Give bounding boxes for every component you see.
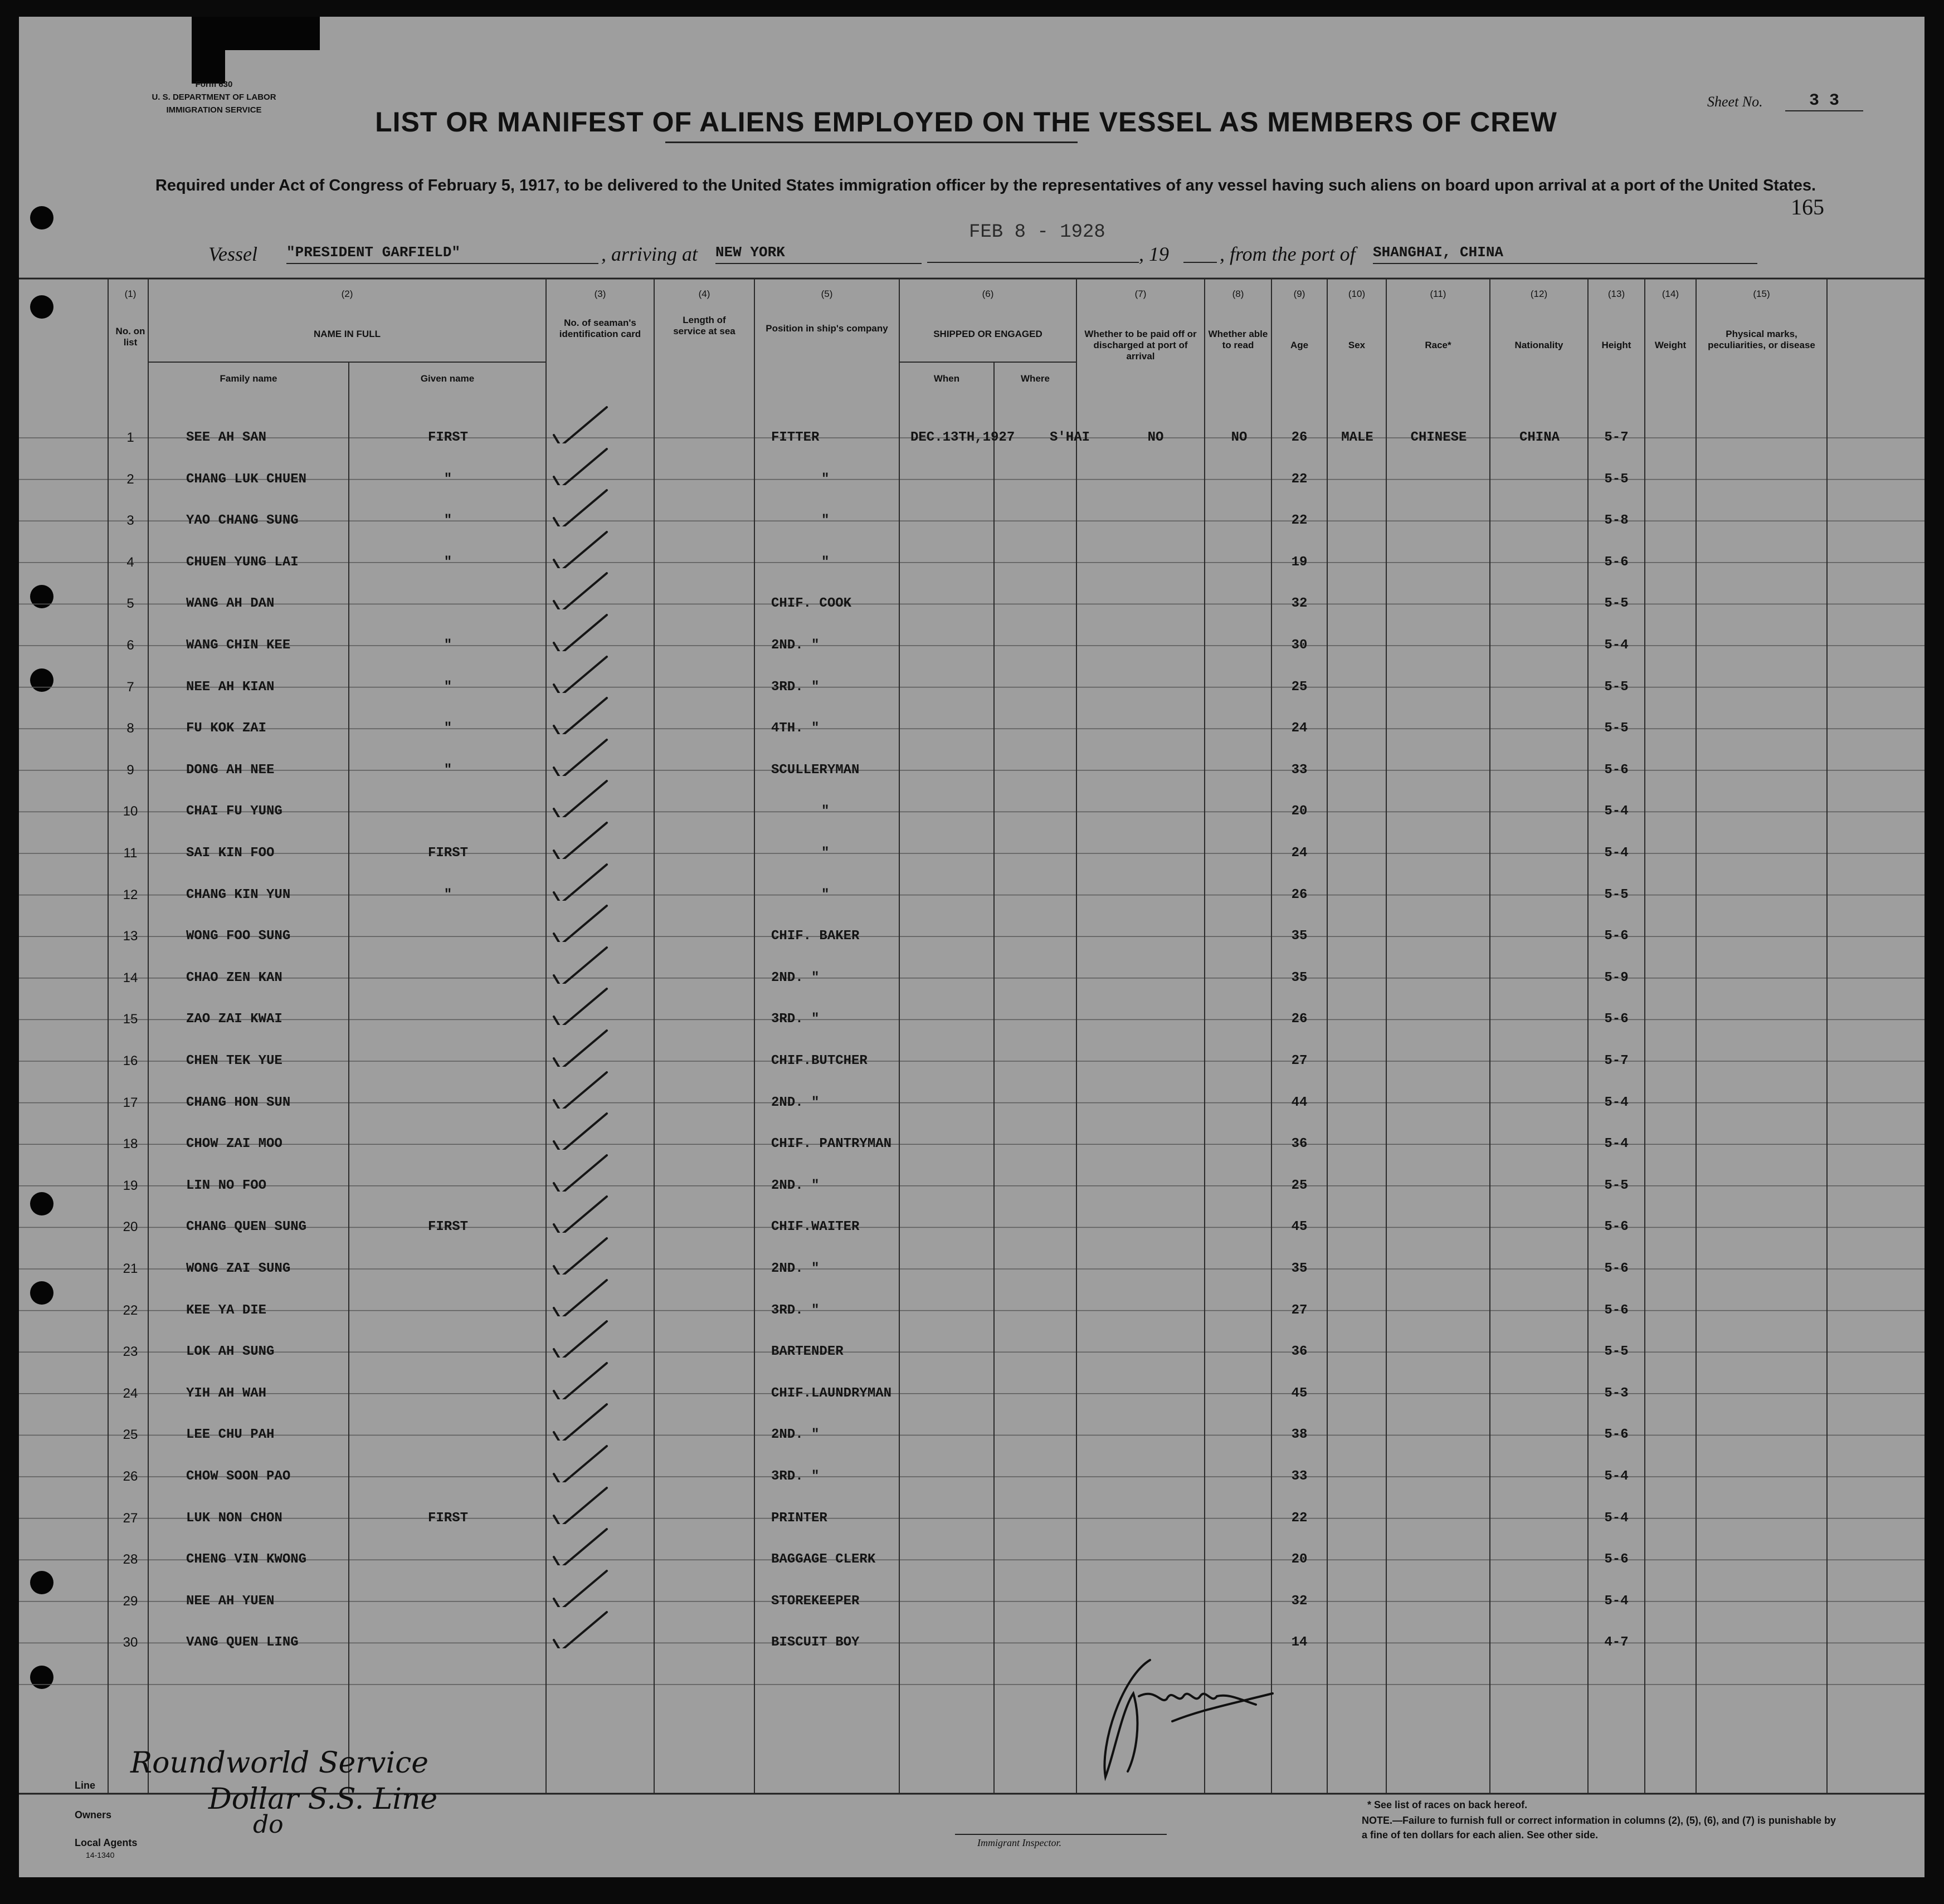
position: 4TH. " [771, 721, 820, 736]
check-mark-icon [548, 1443, 615, 1482]
family-name: WONG ZAI SUNG [186, 1261, 291, 1276]
height: 5-4 [1604, 1095, 1629, 1110]
height: 5-5 [1604, 1344, 1629, 1360]
family-name: CHANG LUK CHUEN [186, 471, 307, 487]
col-number: (15) [1753, 289, 1770, 299]
given-name [376, 1134, 520, 1154]
row-number: 13 [123, 929, 138, 944]
row-number: 5 [126, 596, 134, 612]
family-name: DONG AH NEE [186, 762, 275, 778]
col-header-no: No. on list [115, 326, 145, 348]
given-name [376, 1301, 520, 1321]
height: 4-7 [1604, 1635, 1629, 1651]
height: 5-4 [1604, 804, 1629, 819]
age: 24 [1291, 721, 1308, 736]
row-number: 21 [123, 1261, 138, 1276]
height: 5-5 [1604, 471, 1629, 487]
row-number: 11 [123, 846, 138, 861]
family-name: LEE CHU PAH [186, 1427, 275, 1443]
col-number: (2) [341, 289, 353, 299]
age: 27 [1291, 1053, 1308, 1068]
check-mark-icon [548, 778, 615, 817]
check-mark-icon [548, 1568, 615, 1607]
given-name [376, 594, 520, 614]
row-number: 24 [123, 1385, 138, 1401]
row-number: 12 [123, 887, 138, 902]
height: 5-5 [1604, 887, 1629, 902]
col-header-nationality: Nationality [1514, 340, 1563, 350]
age: 14 [1291, 1635, 1308, 1651]
age: 33 [1291, 1469, 1308, 1484]
position: " [821, 804, 830, 819]
check-mark-icon [548, 820, 615, 859]
family-name: CHUEN YUNG LAI [186, 554, 299, 570]
row1-able-to-read: NO [1231, 430, 1248, 445]
given-name [376, 1425, 520, 1445]
col-number: (9) [1293, 289, 1305, 299]
given-name [376, 968, 520, 988]
height: 5-5 [1604, 1178, 1629, 1193]
col-number: (7) [1134, 289, 1147, 299]
given-name: " [444, 679, 452, 695]
year-label: , 19 [1139, 243, 1169, 265]
col-header-paid-off: Whether to be paid off or discharged at port of arrival [1084, 329, 1197, 362]
family-name: CHAI FU YUNG [186, 804, 282, 819]
given-name [376, 1384, 520, 1404]
given-name [376, 1093, 520, 1113]
col-header-given-name: Given name [420, 373, 475, 384]
col-header-height: Height [1601, 340, 1631, 350]
height: 5-5 [1604, 679, 1629, 695]
height: 5-3 [1604, 1385, 1629, 1401]
family-name: FU KOK ZAI [186, 721, 267, 736]
agents-label: Local Agents [75, 1837, 138, 1848]
family-name: NEE AH YUEN [186, 1593, 275, 1609]
position: " [821, 887, 830, 902]
height: 5-6 [1604, 1261, 1629, 1276]
vessel-value: "PRESIDENT GARFIELD" [286, 244, 598, 264]
row1-shipped-when: DEC.13TH,1927 [910, 430, 1015, 445]
height: 5-6 [1604, 762, 1629, 778]
height: 5-7 [1604, 1053, 1629, 1068]
row-number: 28 [123, 1552, 138, 1568]
check-mark-icon [548, 1028, 615, 1067]
position: STOREKEEPER [771, 1593, 860, 1609]
check-mark-icon [548, 1070, 615, 1109]
given-name [376, 1342, 520, 1362]
check-mark-icon [548, 404, 615, 443]
position: 2ND. " [771, 1427, 820, 1443]
family-name: WANG AH DAN [186, 596, 275, 612]
height: 5-4 [1604, 1510, 1629, 1526]
age: 44 [1291, 1095, 1308, 1110]
col-header-when: When [933, 373, 960, 384]
row1-shipped-where: S'HAI [1050, 430, 1090, 445]
check-mark-icon [548, 1485, 615, 1524]
check-mark-icon [548, 1319, 615, 1358]
given-name: " [444, 554, 452, 570]
family-name: CHEN TEK YUE [186, 1053, 282, 1068]
row-number: 1 [126, 430, 134, 445]
position: 2ND. " [771, 1178, 820, 1193]
row-number: 30 [123, 1635, 138, 1651]
given-name: FIRST [427, 430, 468, 445]
given-name [376, 1009, 520, 1029]
position: CHIF. COOK [771, 596, 852, 612]
position: FITTER [771, 430, 820, 445]
height: 5-7 [1604, 430, 1629, 445]
age: 25 [1291, 679, 1308, 695]
col-header-physical-marks: Physical marks, peculiarities, or disease [1708, 329, 1815, 350]
age: 36 [1291, 1344, 1308, 1360]
row-number: 18 [123, 1136, 138, 1152]
col-number: (3) [594, 289, 606, 299]
row-number: 22 [123, 1302, 138, 1318]
row-number: 17 [123, 1095, 138, 1110]
col-header-name: NAME IN FULL [314, 329, 381, 339]
given-name [376, 1176, 520, 1196]
vessel-label: Vessel [208, 243, 257, 265]
row-number: 26 [123, 1469, 138, 1484]
family-name: WONG FOO SUNG [186, 929, 291, 944]
given-name [376, 1259, 520, 1279]
position: 3RD. " [771, 1012, 820, 1027]
page-number: 165 [1791, 194, 1824, 219]
check-mark-icon [548, 1402, 615, 1441]
family-name: CHAO ZEN KAN [186, 970, 282, 985]
age: 32 [1291, 596, 1308, 612]
age: 25 [1291, 1178, 1308, 1193]
height: 5-4 [1604, 638, 1629, 653]
position: CHIF.BUTCHER [771, 1053, 868, 1068]
family-name: SAI KIN FOO [186, 846, 275, 861]
position: BAGGAGE CLERK [771, 1552, 876, 1568]
age: 33 [1291, 762, 1308, 778]
col-header-service: Length of service at sea [673, 315, 735, 336]
col-number: (10) [1348, 289, 1366, 299]
position: CHIF. PANTRYMAN [771, 1136, 892, 1152]
col-number: (13) [1607, 289, 1625, 299]
manifest-sheet [19, 17, 1924, 1877]
check-mark-icon [548, 1609, 615, 1648]
given-name: " [444, 471, 452, 487]
family-name: VANG QUEN LING [186, 1635, 299, 1651]
given-name: " [444, 721, 452, 736]
age: 22 [1291, 1510, 1308, 1526]
races-note: * See list of races on back hereof. [1367, 1799, 1528, 1810]
from-port-label: , from the port of [1220, 243, 1356, 265]
family-name: LOK AH SUNG [186, 1344, 275, 1360]
check-mark-icon [548, 529, 615, 568]
row-number: 8 [126, 721, 134, 736]
given-name [376, 1467, 520, 1487]
family-name: WANG CHIN KEE [186, 638, 291, 653]
check-mark-icon [548, 1153, 615, 1192]
age: 35 [1291, 929, 1308, 944]
col-number: (1) [124, 289, 137, 299]
age: 32 [1291, 1593, 1308, 1609]
check-mark-icon [548, 1526, 615, 1565]
form-code: 14-1340 [86, 1851, 115, 1859]
row1-race: CHINESE [1410, 430, 1467, 445]
position: " [821, 471, 830, 487]
given-name: " [444, 887, 452, 902]
col-header-age: Age [1290, 340, 1309, 350]
check-mark-icon [548, 1111, 615, 1150]
sheet-number-label: Sheet No. [1707, 94, 1763, 110]
position: 2ND. " [771, 1261, 820, 1276]
family-name: CHANG QUEN SUNG [186, 1219, 307, 1235]
sheet-number: 3 3 [1785, 91, 1863, 111]
col-header-race: Race* [1425, 340, 1451, 350]
check-mark-icon [548, 737, 615, 776]
height: 5-6 [1604, 1012, 1629, 1027]
family-name: CHANG KIN YUN [186, 887, 291, 902]
position: " [821, 513, 830, 529]
row-number: 9 [126, 762, 134, 778]
age: 19 [1291, 554, 1308, 570]
line-value: Roundworld Service [130, 1746, 429, 1780]
arriving-value: NEW YORK [715, 244, 922, 264]
position: SCULLERYMAN [771, 762, 860, 778]
age: 26 [1291, 430, 1308, 445]
col-header-sex: Sex [1348, 340, 1366, 350]
given-name: " [444, 513, 452, 529]
col-number: (11) [1430, 289, 1446, 299]
check-mark-icon [548, 1277, 615, 1316]
family-name: CHENG VIN KWONG [186, 1552, 307, 1568]
age: 20 [1291, 1552, 1308, 1568]
owners-value: Dollar S.S. Line [208, 1783, 438, 1816]
row1-nationality: CHINA [1519, 430, 1560, 445]
position: 3RD. " [771, 679, 820, 695]
age: 26 [1291, 1012, 1308, 1027]
age: 38 [1291, 1427, 1308, 1443]
height: 5-4 [1604, 1469, 1629, 1484]
col-header-read: Whether able to read [1208, 329, 1268, 350]
family-name: KEE YA DIE [186, 1302, 267, 1318]
col-number: (14) [1662, 289, 1679, 299]
position: CHIF.WAITER [771, 1219, 860, 1235]
check-mark-icon [548, 695, 615, 734]
check-mark-icon [548, 487, 615, 526]
given-name [376, 1051, 520, 1071]
position: BISCUIT BOY [771, 1635, 860, 1651]
position: 3RD. " [771, 1469, 820, 1484]
age: 35 [1291, 970, 1308, 985]
check-mark-icon [548, 446, 615, 485]
family-name: CHOW ZAI MOO [186, 1136, 282, 1152]
height: 5-6 [1604, 929, 1629, 944]
family-name: NEE AH KIAN [186, 679, 275, 695]
given-name [376, 1591, 520, 1612]
row-number: 25 [123, 1427, 138, 1443]
family-name: LUK NON CHON [186, 1510, 282, 1526]
family-name: LIN NO FOO [186, 1178, 267, 1193]
age: 45 [1291, 1385, 1308, 1401]
check-mark-icon [548, 862, 615, 901]
row-number: 20 [123, 1219, 138, 1235]
age: 24 [1291, 846, 1308, 861]
age: 36 [1291, 1136, 1308, 1152]
row-number: 29 [123, 1593, 138, 1609]
position: CHIF. BAKER [771, 929, 860, 944]
row-number: 7 [126, 679, 134, 695]
given-name [376, 802, 520, 822]
check-mark-icon [548, 570, 615, 609]
inspector-label: Immigrant Inspector. [977, 1837, 1061, 1848]
height: 5-5 [1604, 596, 1629, 612]
inspector-signature [1089, 1643, 1300, 1794]
position: CHIF.LAUNDRYMAN [771, 1385, 892, 1401]
col-header-id-card: No. of seaman's identification card [559, 318, 641, 339]
owners-label: Owners [75, 1809, 112, 1820]
check-mark-icon [548, 986, 615, 1025]
check-mark-icon [548, 612, 615, 651]
family-name: YAO CHANG SUNG [186, 513, 299, 529]
row-number: 14 [123, 970, 138, 985]
row1-sex: MALE [1341, 430, 1373, 445]
given-name: FIRST [427, 1219, 468, 1235]
check-mark-icon [548, 1194, 615, 1233]
given-name: " [444, 762, 452, 778]
age: 30 [1291, 638, 1308, 653]
col-header-where: Where [1021, 373, 1050, 384]
row-number: 16 [123, 1053, 138, 1068]
page-subtitle: Required under Act of Congress of February 5, 1917, to be delivered to the United States immigration officer by the representatives of any vessel having such aliens on board upon arrival at a port of the United States. [155, 177, 1816, 194]
page-title: LIST OR MANIFEST OF ALIENS EMPLOYED ON THE VESSEL AS MEMBERS OF CREW [375, 106, 1557, 138]
date-stamp: FEB 8 - 1928 [969, 222, 1105, 243]
given-name: FIRST [427, 1510, 468, 1526]
age: 22 [1291, 513, 1308, 529]
height: 5-6 [1604, 1302, 1629, 1318]
col-number: (8) [1232, 289, 1244, 299]
line-label: Line [75, 1780, 96, 1791]
height: 5-4 [1604, 1593, 1629, 1609]
height: 5-8 [1604, 513, 1629, 529]
row-number: 2 [126, 471, 134, 487]
height: 5-5 [1604, 721, 1629, 736]
age: 22 [1291, 471, 1308, 487]
col-number: (4) [698, 289, 710, 299]
col-header-position: Position in ship's company [766, 323, 888, 334]
position: 2ND. " [771, 970, 820, 985]
row-number: 19 [123, 1178, 138, 1193]
col-number: (5) [821, 289, 833, 299]
position: 3RD. " [771, 1302, 820, 1318]
col-header-family-name: Family name [220, 373, 277, 384]
family-name: ZAO ZAI KWAI [186, 1012, 282, 1027]
from-port-value: SHANGHAI, CHINA [1373, 244, 1757, 264]
given-name: FIRST [427, 846, 468, 861]
col-number: (6) [982, 289, 994, 299]
penalty-note: NOTE.—Failure to furnish full or correct information in columns (2), (5), (6), and (7) is punishable by a fine of ten dollars for each alien. See other side. [1362, 1815, 1836, 1840]
age: 35 [1291, 1261, 1308, 1276]
col-header-weight: Weight [1654, 340, 1687, 350]
position: 2ND. " [771, 638, 820, 653]
row-number: 6 [126, 638, 134, 653]
row-number: 23 [123, 1344, 138, 1360]
row-number: 4 [126, 554, 134, 570]
given-name [376, 926, 520, 946]
age: 20 [1291, 804, 1308, 819]
check-mark-icon [548, 945, 615, 984]
row-number: 10 [123, 804, 138, 819]
position: " [821, 846, 830, 861]
height: 5-6 [1604, 554, 1629, 570]
check-mark-icon [548, 1360, 615, 1399]
family-name: SEE AH SAN [186, 430, 267, 445]
height: 5-4 [1604, 1136, 1629, 1152]
check-mark-icon [548, 654, 615, 693]
height: 5-4 [1604, 846, 1629, 861]
department-line: U. S. DEPARTMENT OF LABOR [152, 92, 276, 102]
height: 5-6 [1604, 1552, 1629, 1568]
age: 45 [1291, 1219, 1308, 1235]
family-name: CHOW SOON PAO [186, 1469, 291, 1484]
row-number: 3 [126, 513, 134, 529]
check-mark-icon [548, 903, 615, 942]
position: 2ND. " [771, 1095, 820, 1110]
given-name: " [444, 638, 452, 653]
height: 5-6 [1604, 1219, 1629, 1235]
family-name: CHANG HON SUN [186, 1095, 291, 1110]
age: 26 [1291, 887, 1308, 902]
position: BARTENDER [771, 1344, 844, 1360]
height: 5-6 [1604, 1427, 1629, 1443]
position: " [821, 554, 830, 570]
age: 27 [1291, 1302, 1308, 1318]
check-mark-icon [548, 1236, 615, 1275]
form-number: Form 630 [195, 80, 233, 89]
given-name [376, 1633, 520, 1653]
family-name: YIH AH WAH [186, 1385, 267, 1401]
service-line: IMMIGRATION SERVICE [166, 105, 262, 115]
col-header-shipped: SHIPPED OR ENGAGED [933, 329, 1042, 339]
row-number: 27 [123, 1510, 138, 1526]
arriving-label: , arriving at [601, 243, 698, 265]
row-number: 15 [123, 1012, 138, 1027]
given-name [376, 1550, 520, 1570]
col-number: (12) [1530, 289, 1548, 299]
height: 5-9 [1604, 970, 1629, 985]
agents-value: do [253, 1810, 284, 1839]
row1-paid-off: NO [1147, 430, 1164, 445]
inspector-line [955, 1834, 1167, 1835]
position: PRINTER [771, 1510, 827, 1526]
